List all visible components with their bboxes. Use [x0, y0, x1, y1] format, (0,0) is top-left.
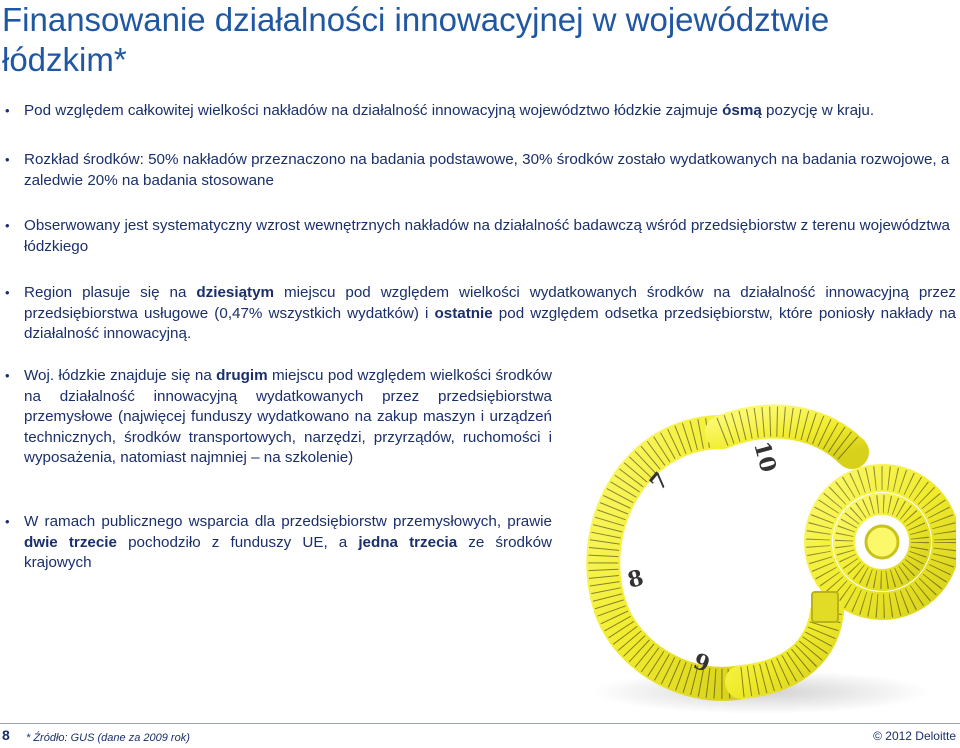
tape-number: 8: [624, 564, 647, 594]
bullet-emphasis: ostatnie: [434, 304, 493, 322]
bullet-text: Pod względem całkowitej wielkości nakładów na działalność innowacyjną województwo łódzkie zajmuje: [24, 102, 723, 119]
tape-number: 10: [748, 438, 782, 476]
tape-number: 7: [644, 467, 675, 496]
bullet-emphasis: ósmą: [722, 102, 762, 119]
bullet-item: [24, 366, 552, 469]
bullet-item: [24, 512, 552, 574]
page-number: 8: [2, 727, 10, 743]
bullet-emphasis: dwie trzecie: [24, 533, 117, 551]
bullet-text: Region plasuje się na: [24, 284, 197, 301]
tape-number: 9: [689, 648, 714, 678]
bullet-emphasis: jedna trzecia: [358, 533, 458, 551]
bullet-emphasis: drugim: [216, 367, 268, 384]
footer-divider: [0, 723, 960, 724]
bullet-text: pozycję w kraju.: [761, 102, 875, 119]
bullet-item: [24, 150, 954, 191]
bullet-item: [24, 216, 954, 257]
copyright-text: © 2012 Deloitte: [873, 729, 956, 743]
bullet-text: pochodziło z funduszy UE, a: [116, 533, 359, 551]
bullet-text: miejscu pod względem wielkości wydatkowanych środków na działalność innowacyjną przez przedsiębiorstwa usługowe (0,47% wszystkich wydatków) i: [24, 284, 956, 322]
slide-title: Finansowanie działalności innowacyjnej w województwie łódzkim*: [2, 1, 830, 78]
bullet-text: Woj. łódzkie znajduje się na: [24, 367, 217, 384]
bullet-item: [24, 283, 956, 345]
source-note: * Źródło: GUS (dane za 2009 rok): [26, 732, 190, 744]
bullet-emphasis: dziesiątym: [196, 284, 275, 301]
bullet-text: W ramach publicznego wsparcia dla przedsiębiorstw przemysłowych, prawie: [24, 513, 552, 530]
bullet-text: Rozkład środków: 50% nakładów przeznaczono na badania podstawowe, 30% środków zostało wydatkowanych na badania rozwojowe, a zaledwie 20% na badania stosowane: [24, 151, 950, 189]
bullet-text: ze środków krajowych: [24, 533, 552, 571]
measuring-tape-image: [572, 392, 956, 724]
bullet-item: [24, 101, 954, 122]
bullet-text: Obserwowany jest systematyczny wzrost wewnętrznych nakładów na działalność badawczą wśród przedsiębiorstw z terenu województwa łódzkiego: [24, 217, 950, 255]
bullet-text: miejscu pod względem wielkości środków na działalność innowacyjną wydatkowanych przez przedsiębiorstwa przemysłowe (najwięcej funduszy wydatkowano na zakup maszyn i urządzeń technicznych, środków transportowych, narzędzi, przyrządów, ruchomości i wyposażenia, natomiast najmniej – na szkolenie): [24, 367, 552, 466]
bullet-text: pod względem odsetka przedsiębiorstw, które poniosły nakłady na działalność innowacyjną.: [24, 304, 956, 342]
